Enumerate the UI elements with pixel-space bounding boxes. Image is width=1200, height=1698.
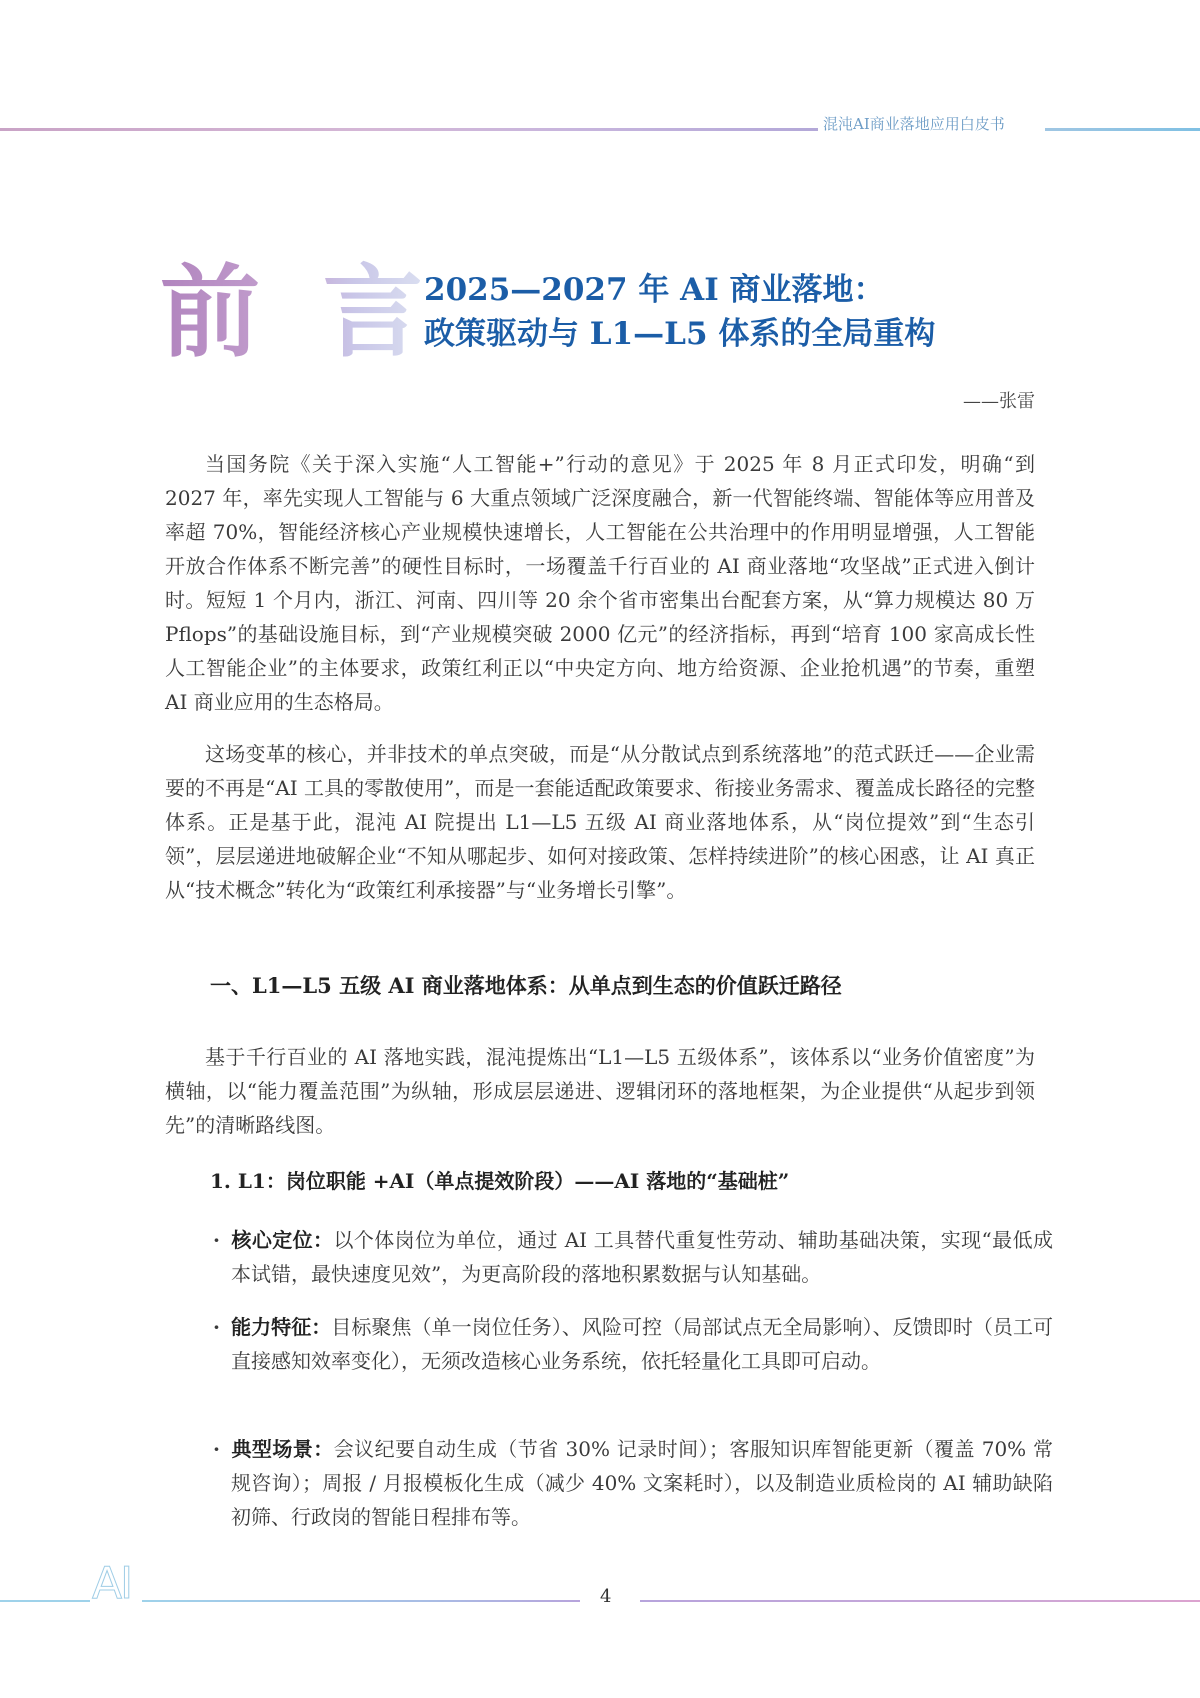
paragraph-text: 这场变革的核心，并非技术的单点突破，而是“从分散试点到系统落地”的范式跃迁——企业需要的不再是“AI 工具的零散使用”，而是一套能适配政策要求、衔接业务需求、覆盖成长路径的完整体系。正是基于此，混沌 AI 院提出 L1—L5 五级 AI 商业落地体系，从“岗位提效”到“生态引领”，层层递进地破解企业“不知从哪起步、如何对接政策、怎样持续进阶”的核心困惑，让 AI 真正从“技术概念”转化为“政策红利承接器”与“业务增长引擎”。 [165,742,1035,902]
bullet-text: 以个体岗位为单位，通过 AI 工具替代重复性劳动、辅助基础决策，实现“最低成本试错，最快速度见效”，为更高阶段的落地积累数据与认知基础。 [231,1228,1053,1286]
ai-logo-icon: AI [92,1558,132,1609]
footer-rule-mid [142,1600,580,1602]
page-number: 4 [600,1586,612,1607]
paragraph-2 [165,737,1035,907]
subtitle-line-2: 政策驱动与 L1—L5 体系的全局重构 [424,316,936,352]
author-byline: ——张雷 [963,391,1035,412]
bullet-label: 能力特征： [231,1315,332,1339]
bullet-dot-icon: · [213,1437,220,1461]
bullet-capability [213,1310,1053,1378]
running-title: 混沌AI商业落地应用白皮书 [823,115,1005,133]
subtitle-line-1: 2025—2027 年 AI 商业落地： [424,272,885,308]
bullet-text: 会议纪要自动生成（节省 30% 记录时间）；客服知识库智能更新（覆盖 70% 常规咨询）；周报 / 月报模板化生成（减少 40% 文案耗时），以及制造业质检岗的 AI 辅助缺陷初筛、行政岗的智能日程排布等。 [231,1437,1053,1529]
bullet-scenarios [213,1432,1053,1534]
bullet-dot-icon: · [213,1315,220,1339]
footer-rule-right [640,1600,1200,1602]
paragraph-1 [165,447,1035,719]
bullet-label: 典型场景： [231,1437,334,1461]
section-intro [165,1040,1035,1142]
bullet-dot-icon: · [213,1228,220,1252]
footer-rule-left [0,1600,90,1602]
header-rule-right [1045,128,1200,131]
bullet-core-position [213,1223,1053,1291]
bullet-text: 目标聚焦（单一岗位任务）、风险可控（局部试点无全局影响）、反馈即时（员工可直接感知效率变化），无须改造核心业务系统，依托轻量化工具即可启动。 [231,1315,1054,1373]
bullet-label: 核心定位： [231,1228,334,1252]
header-rule-left [0,128,818,131]
preface-subtitle [424,268,935,356]
paragraph-text: 基于千行百业的 AI 落地实践，混沌提炼出“L1—L5 五级体系”，该体系以“业务价值密度”为横轴，以“能力覆盖范围”为纵轴，形成层层递进、逻辑闭环的落地框架，为企业提供“从起步到领先”的清晰路线图。 [165,1045,1035,1137]
paragraph-text: 当国务院《关于深入实施“人工智能+”行动的意见》于 2025 年 8 月正式印发，明确“到 2027 年，率先实现人工智能与 6 大重点领域广泛深度融合，新一代智能终端、智能体等应用普及率超 70%，智能经济核心产业规模快速增长，人工智能在公共治理中的作用明显增强，人工智能开放合作体系不断完善”的硬性目标时，一场覆盖千行百业的 AI 商业落地“攻坚战”正式进入倒计时。短短 1 个月内，浙江、河南、四川等 20 余个省市密集出台配套方案，从“算力规模达 80 万 Pflops”的基础设施目标，到“产业规模突破 2000 亿元”的经济指标，再到“培育 100 家高成长性人工智能企业”的主体要求，政策红利正以“中央定方向、地方给资源、企业抢机遇”的节奏，重塑 AI 商业应用的生态格局。 [165,452,1035,714]
preface-title: 前 言 [160,254,437,371]
subsection-heading: 1. L1：岗位职能 +AI（单点提效阶段）——AI 落地的“基础桩” [210,1169,790,1193]
section-heading: 一、L1—L5 五级 AI 商业落地体系：从单点到生态的价值跃迁路径 [210,973,842,998]
